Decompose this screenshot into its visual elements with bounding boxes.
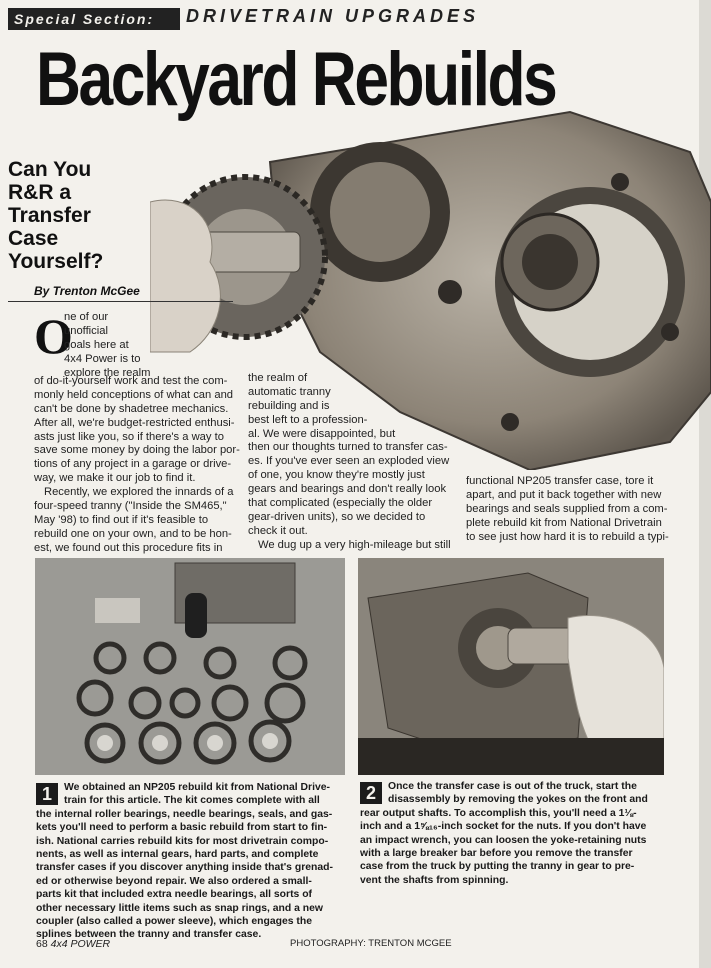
caption-line: ish. National carries rebuild kits for most drivetrain compo-	[36, 835, 329, 847]
caption-2	[360, 780, 666, 887]
lead-line: 4x4 Power is to	[64, 352, 141, 365]
body-line: es. If you've ever seen an exploded view	[248, 455, 450, 468]
deck-line: Yourself?	[8, 250, 104, 273]
body-line: rebuilding and is	[248, 399, 330, 412]
section-title: DRIVETRAIN UPGRADES	[186, 6, 480, 26]
byline-author: Trenton McGee	[52, 284, 140, 298]
caption-line: with a large breaker bar before you remove the transfer	[360, 848, 633, 860]
lead-line: goals here at	[64, 338, 129, 351]
caption-line: rear output shafts. To accomplish this, you'll need a 1⅛-	[360, 807, 637, 819]
body-line: gears and bearings and don't really look	[248, 483, 447, 496]
body-line: bearings and seals supplied from a com-	[466, 502, 668, 515]
body-line: functional NP205 transfer case, tore it	[466, 475, 654, 487]
body-line: check it out.	[248, 524, 308, 537]
body-line: May '98) to find out if it's feasible to	[34, 513, 209, 526]
body-line: After all, we're budget-restricted enthusi-	[34, 416, 235, 429]
caption-number-2: 2	[360, 782, 382, 804]
body-line: then our thoughts turned to transfer cas-	[248, 441, 448, 454]
section-tag: Special Section:	[8, 8, 180, 30]
folio	[36, 938, 110, 950]
body-line: asts just like you, so if there's a way to	[34, 430, 224, 443]
caption-line: We obtained an NP205 rebuild kit from National Drive-	[64, 782, 330, 793]
caption-line: train for this article. The kit comes complete with all	[64, 795, 320, 807]
photo-credit: PHOTOGRAPHY: TRENTON MCGEE	[290, 938, 452, 949]
body-line: to see just how hard it is to rebuild a typi-	[466, 530, 669, 543]
body-line: rebuild one on your own, and to be hon-	[34, 527, 232, 540]
caption-line: Once the transfer case is out of the truck, start the	[388, 781, 637, 792]
byline-prefix: By	[34, 284, 50, 298]
body-line: of do-it-yourself work and test the com-	[34, 375, 228, 387]
caption-line: kets you'll need to perform a basic rebuild from start to fin-	[36, 822, 328, 834]
caption-number-1: 1	[36, 783, 58, 805]
body-line: apart, and put it back together with new	[466, 488, 662, 501]
caption-line: case from the truck by putting the tranny in gear to pre-	[360, 861, 635, 873]
body-line: gear-driven units), so we decided to	[248, 510, 426, 523]
caption-line: splines between the tranny and transfer case.	[36, 929, 262, 941]
caption-line: the internal roller bearings, needle bearings, seals, and gas-	[36, 808, 333, 820]
body-line: We dug up a very high-mileage but still	[258, 538, 451, 551]
body-line: Recently, we explored the innards of a	[44, 486, 234, 499]
caption-line: nents, as well as internal gears, hard parts, and complete	[36, 849, 319, 861]
drop-cap: O	[34, 308, 73, 364]
lead-line: explore the realm	[64, 366, 151, 379]
body-line: of one, you know they're mostly just	[248, 469, 425, 482]
photo-rebuild-kit	[35, 558, 345, 775]
caption-line: other necessary little items such as snap rings, and a new	[36, 902, 324, 914]
body-line: save some money by doing the labor por-	[34, 444, 240, 457]
body-line: tions of any project in a garage or drive-	[34, 458, 232, 471]
lead-line: ne of our	[64, 311, 109, 323]
caption-line: inch and a 1⅝₁₆-inch socket for the nuts. If you don't have	[360, 821, 647, 833]
body-line: est, we found out this procedure fits in	[34, 541, 223, 554]
caption-line: transfer cases if you discover anything inside that's grenad-	[36, 862, 333, 874]
caption-1	[36, 781, 346, 942]
deck-line: Transfer	[8, 204, 91, 227]
body-line: way, we make it our job to find it.	[34, 472, 196, 485]
caption-line: parts kit that included extra needle bearings, all sorts of	[36, 889, 313, 901]
body-line: that complicated (especially the older	[248, 497, 433, 510]
publication-name: 4x4 POWER	[50, 938, 111, 950]
caption-line: ed or otherwise beyond repair. We also ordered a small-	[36, 875, 312, 887]
body-line: al. We were disappointed, but	[248, 427, 396, 440]
body-line: four-speed tranny ("Inside the SM465,"	[34, 500, 227, 513]
caption-line: an impact wrench, you can loosen the yoke-retaining nuts	[360, 834, 647, 846]
body-column-2	[248, 372, 453, 553]
body-line: automatic tranny	[248, 385, 331, 398]
body-line: can't be done by shadetree mechanics.	[34, 402, 229, 415]
body-line: plete rebuild kit from National Drivetrain	[466, 516, 662, 529]
body-line: monly held conceptions of what can and	[34, 388, 234, 401]
deck-line: Case	[8, 227, 59, 250]
caption-line: disassembly by removing the yokes on the front and	[388, 794, 648, 806]
lead-lines	[64, 311, 164, 380]
body-line: best left to a profession-	[248, 413, 368, 426]
deck	[8, 158, 103, 273]
body-line: the realm of	[248, 372, 308, 384]
deck-line: R&R a	[8, 181, 72, 204]
deck-line: Can You	[8, 158, 92, 181]
byline-rule	[8, 301, 233, 302]
caption-line: vent the shafts from spinning.	[360, 874, 509, 886]
byline	[34, 284, 140, 298]
headline: Backyard Rebuilds	[36, 37, 556, 122]
photo-yoke-removal	[358, 558, 664, 775]
lead-line: unofficial	[64, 324, 108, 337]
page-number: 68	[36, 938, 48, 950]
caption-line: coupler (also called a power sleeve), which engages the	[36, 916, 313, 928]
body-column-3	[466, 475, 669, 544]
body-column-1	[34, 375, 239, 556]
